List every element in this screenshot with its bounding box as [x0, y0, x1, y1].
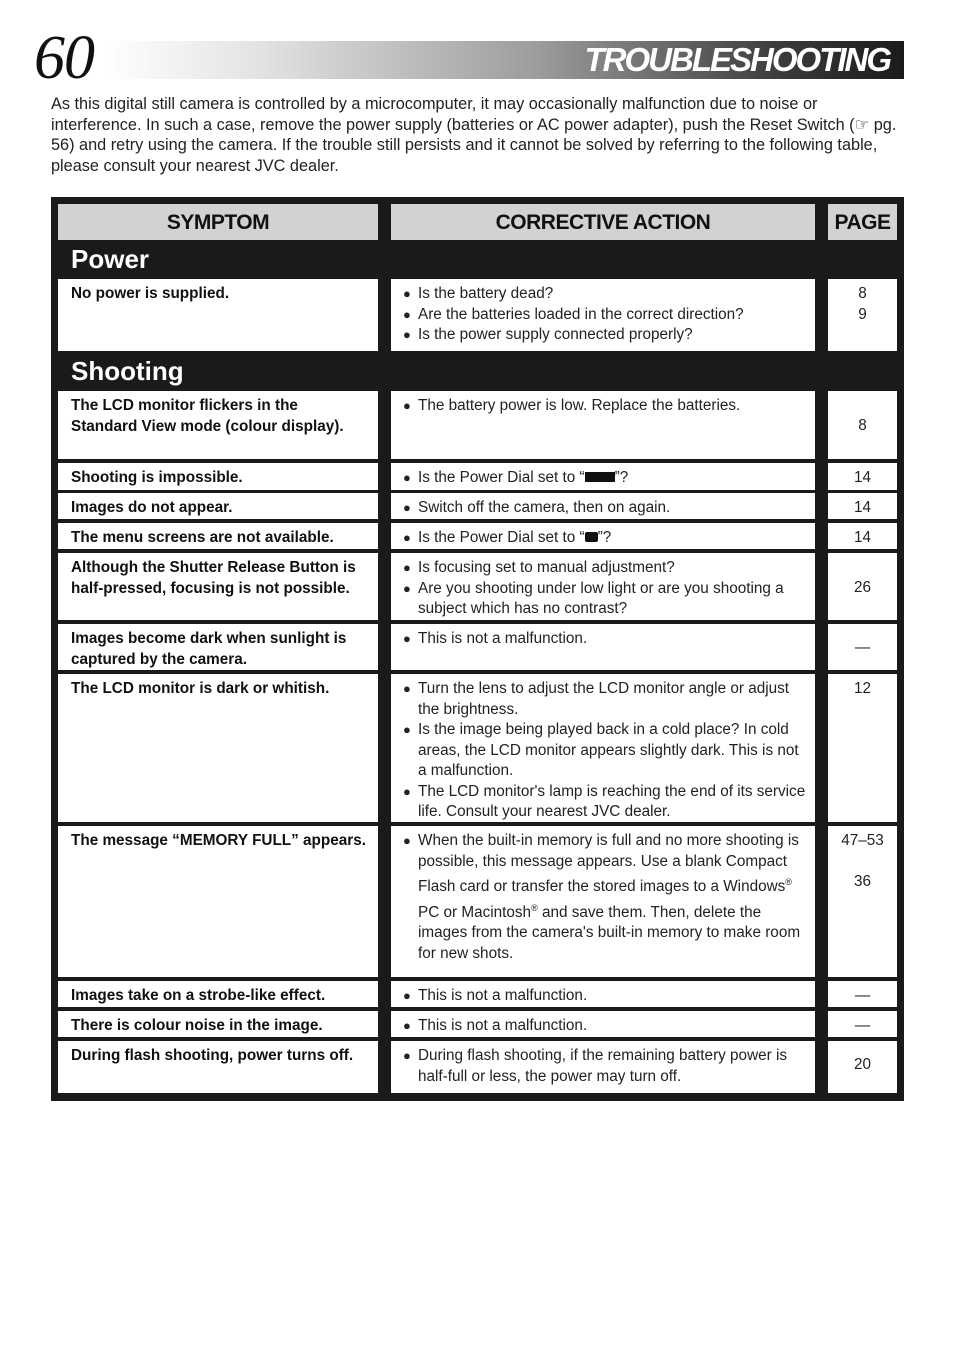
table-row-action: [391, 391, 815, 459]
table-row-symptom: There is colour noise in the image.: [58, 1011, 378, 1037]
table-row-symptom: Although the Shutter Release Button is half-pressed, focusing is not possible.: [58, 553, 378, 620]
intro-text-2: pg. 56) and retry using the camera. If the trouble still persists and it cannot be solved by referring to the following table, please consult your nearest JVC dealer.: [51, 115, 897, 175]
table-row-symptom: Images take on a strobe-like effect.: [58, 981, 378, 1007]
table-row-symptom: No power is supplied.: [58, 279, 378, 351]
page-number: 60: [34, 24, 94, 92]
bullet-icon: ●: [403, 530, 411, 545]
action-item: ● When the built-in memory is full and no more shooting is possible, this message appears. Use a blank Compact Flash card or transfer the stored images to a Windows® PC or Macintosh® and save them. Then, delete the images from the camera's built-in memory to make room for new shots.: [403, 832, 801, 962]
table-row-action: [391, 624, 815, 670]
header-page: PAGE: [828, 204, 897, 240]
table-row-action: [391, 493, 815, 519]
table-row-symptom: The menu screens are not available.: [58, 523, 378, 549]
pointing-hand-icon: ☞: [854, 115, 870, 134]
table-row-action: [391, 279, 815, 351]
bullet-icon: ●: [403, 833, 411, 848]
table-row-symptom: The message “MEMORY FULL” appears.: [58, 826, 378, 977]
bullet-icon: ●: [403, 722, 411, 737]
table-row-symptom: Shooting is impossible.: [58, 463, 378, 490]
table-row-action: [391, 1011, 815, 1037]
bullet-icon: ●: [403, 286, 411, 301]
bullet-icon: ●: [403, 1048, 411, 1063]
bullet-icon: ●: [403, 327, 411, 342]
table-row-page: 12: [828, 674, 897, 822]
bullet-icon: ●: [403, 470, 411, 485]
table-row-symptom: Images do not appear.: [58, 493, 378, 519]
table-row-action: [391, 463, 815, 490]
action-item: ● Turn the lens to adjust the LCD monitor angle or adjust the brightness.: [403, 680, 790, 718]
bullet-icon: ●: [403, 560, 411, 575]
section-shooting: Shooting: [71, 356, 184, 386]
action-item: ● Switch off the camera, then on again.: [403, 498, 809, 519]
bullet-icon: ●: [403, 306, 411, 322]
action-item: ● During flash shooting, if the remaining battery power is half-full or less, the power may turn off.: [403, 1047, 788, 1085]
table-row-action: [391, 981, 815, 1007]
table-row-action: [391, 1041, 815, 1093]
action-item: ● Is focusing set to manual adjustment?: [403, 558, 809, 579]
table-row-symptom: The LCD monitor is dark or whitish.: [58, 674, 378, 822]
bullet-icon: ●: [403, 500, 411, 515]
action-item: ● Are you shooting under low light or are you shooting a subject which has no contrast?: [403, 579, 784, 617]
action-item: ● Are the batteries loaded in the correct direction?: [403, 305, 809, 326]
table-row-page: 14: [828, 463, 897, 490]
section-power: Power: [71, 244, 150, 274]
intro-paragraph: [51, 94, 906, 176]
table-row-action: [391, 826, 815, 977]
action-item: ● Is the Power Dial set to “ ”?: [403, 468, 809, 489]
bullet-icon: ●: [403, 631, 411, 646]
table-row-page: 14: [828, 523, 897, 549]
bullet-icon: ●: [403, 783, 411, 799]
bullet-icon: ●: [403, 580, 411, 596]
table-row-page: 47–53 36: [828, 826, 897, 977]
action-item: ● Is the image being played back in a cold place? In cold areas, the LCD monitor appears slightly dark. This is not a malfunction.: [403, 721, 799, 779]
table-row-page: 20: [828, 1041, 897, 1093]
table-row-page: 8 9: [828, 279, 897, 351]
page-title: TROUBLESHOOTING: [584, 41, 890, 78]
table-row-symptom: The LCD monitor flickers in the Standard View mode (colour display).: [58, 391, 378, 459]
camera-mode-icon: [585, 472, 615, 482]
bullet-icon: ●: [403, 681, 411, 696]
table-row-action: [391, 674, 815, 822]
table-row-page: 14: [828, 493, 897, 519]
table-row-page: 8: [828, 391, 897, 459]
troubleshooting-table: [51, 197, 904, 1101]
intro-text-1: As this digital still camera is controlled by a microcomputer, it may occasionally malfunction due to noise or interference. In such a case, remove the power supply (batteries or AC power adapter), push the Reset Switch (: [51, 95, 855, 134]
table-row-page: —: [828, 981, 897, 1007]
header-symptom: SYMPTOM: [58, 204, 378, 240]
table-row-symptom: During flash shooting, power turns off.: [58, 1041, 378, 1093]
table-row-action: [391, 553, 815, 620]
table-row-symptom: Images become dark when sunlight is captured by the camera.: [58, 624, 378, 670]
action-item: ● The LCD monitor's lamp is reaching the end of its service life. Consult your nearest JVC dealer.: [403, 782, 806, 820]
action-item: ● This is not a malfunction.: [403, 1016, 809, 1037]
action-item: ● This is not a malfunction.: [403, 629, 809, 650]
title-banner: [104, 41, 904, 79]
action-item: ● Is the Power Dial set to “ ”?: [403, 528, 809, 549]
action-item: ● Is the power supply connected properly?: [403, 325, 809, 346]
table-row-page: 26: [828, 553, 897, 620]
action-item: ● The battery power is low. Replace the batteries.: [403, 396, 809, 417]
bullet-icon: ●: [403, 988, 411, 1003]
table-row-action: [391, 523, 815, 549]
bullet-icon: ●: [403, 398, 411, 413]
bullet-icon: ●: [403, 1018, 411, 1033]
menu-mode-icon: [585, 532, 598, 542]
header-corrective-action: CORRECTIVE ACTION: [391, 204, 815, 240]
table-row-page: —: [828, 624, 897, 670]
action-item: ● This is not a malfunction.: [403, 986, 809, 1007]
action-item: ● Is the battery dead?: [403, 284, 809, 305]
table-row-page: —: [828, 1011, 897, 1037]
